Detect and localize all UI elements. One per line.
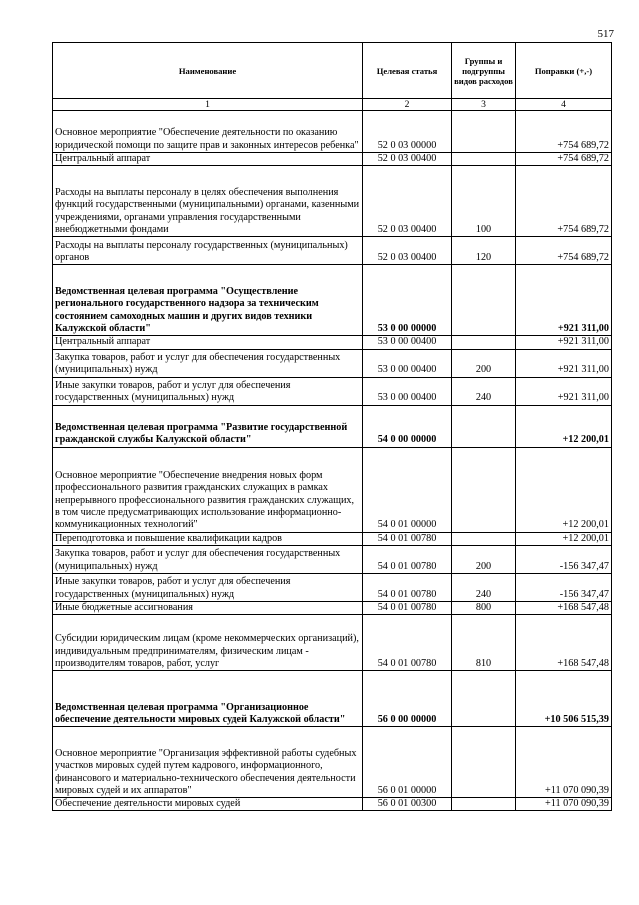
table-row — [53, 532, 612, 545]
row-expense-group: 120 — [452, 237, 516, 265]
row-amount: +921 311,00 — [516, 377, 612, 405]
row-name: Иные закупки товаров, работ и услуг для обеспечения государственных (муниципальных) нужд — [53, 573, 363, 601]
row-name: Иные закупки товаров, работ и услуг для обеспечения государственных (муниципальных) нужд — [53, 377, 363, 405]
header-amendments: Поправки (+,-) — [516, 43, 612, 99]
row-target-code: 52 0 03 00000 — [363, 111, 452, 153]
table-row — [53, 573, 612, 601]
row-name: Основное мероприятие "Организация эффективной работы судебных участков мировых судей путем кадрового, информационного, финансового и материально-технического обеспечения деятельности мировых судей и их аппаратов" — [53, 727, 363, 798]
page-number: 517 — [597, 28, 614, 40]
table-row — [53, 237, 612, 265]
row-target-code: 56 0 01 00000 — [363, 727, 452, 798]
table-row — [53, 166, 612, 237]
row-amount: -156 347,47 — [516, 573, 612, 601]
row-amount: +11 070 090,39 — [516, 727, 612, 798]
header-expense-groups: Группы и подгруппы видов расходов — [452, 43, 516, 99]
row-target-code: 53 0 00 00400 — [363, 377, 452, 405]
row-amount: +754 689,72 — [516, 166, 612, 237]
row-target-code: 54 0 01 00780 — [363, 615, 452, 671]
row-amount: +921 311,00 — [516, 336, 612, 349]
row-expense-group — [452, 111, 516, 153]
row-name: Основное мероприятие "Обеспечение деятельности по оказанию юридической помощи по защите прав и законных интересов ребенка" — [53, 111, 363, 153]
row-name: Основное мероприятие "Обеспечение внедрения новых форм профессионального развития гражданских служащих в рамках непрерывного профессионального развития гражданских служащих, в том числе предусматривающих использование информационно-коммуникационных технологий" — [53, 447, 363, 532]
row-name: Иные бюджетные ассигнования — [53, 601, 363, 614]
row-name: Субсидии юридическим лицам (кроме некоммерческих организаций), индивидуальным предпринимателям, физическим лицам - производителям товаров, работ, услуг — [53, 615, 363, 671]
table-row — [53, 336, 612, 349]
row-expense-group — [452, 727, 516, 798]
row-amount: +12 200,01 — [516, 447, 612, 532]
row-amount: +754 689,72 — [516, 237, 612, 265]
row-amount: +12 200,01 — [516, 532, 612, 545]
row-expense-group — [452, 798, 516, 811]
row-name: Центральный аппарат — [53, 153, 363, 166]
row-target-code: 53 0 00 00400 — [363, 336, 452, 349]
row-amount: +754 689,72 — [516, 111, 612, 153]
row-expense-group — [452, 336, 516, 349]
row-target-code: 54 0 01 00780 — [363, 545, 452, 573]
table-row — [53, 671, 612, 727]
row-expense-group: 240 — [452, 573, 516, 601]
row-expense-group: 200 — [452, 349, 516, 377]
table-row — [53, 545, 612, 573]
row-amount: +11 070 090,39 — [516, 798, 612, 811]
table-row — [53, 265, 612, 336]
column-number: 1 — [53, 99, 363, 111]
column-number: 4 — [516, 99, 612, 111]
column-number: 2 — [363, 99, 452, 111]
row-amount: +754 689,72 — [516, 153, 612, 166]
row-expense-group: 100 — [452, 166, 516, 237]
row-amount: +921 311,00 — [516, 349, 612, 377]
row-target-code: 53 0 00 00000 — [363, 265, 452, 336]
row-target-code: 52 0 03 00400 — [363, 153, 452, 166]
row-expense-group: 240 — [452, 377, 516, 405]
row-target-code: 54 0 01 00780 — [363, 601, 452, 614]
row-name: Закупка товаров, работ и услуг для обеспечения государственных (муниципальных) нужд — [53, 545, 363, 573]
row-target-code: 56 0 00 00000 — [363, 671, 452, 727]
row-expense-group — [452, 447, 516, 532]
column-number-row — [53, 99, 612, 111]
row-expense-group — [452, 671, 516, 727]
table-row — [53, 447, 612, 532]
row-amount: +12 200,01 — [516, 405, 612, 447]
table-row — [53, 798, 612, 811]
table-row — [53, 601, 612, 614]
table-row — [53, 377, 612, 405]
row-amount: -156 347,47 — [516, 545, 612, 573]
budget-table-body — [53, 111, 612, 811]
row-expense-group: 810 — [452, 615, 516, 671]
row-target-code: 52 0 03 00400 — [363, 237, 452, 265]
column-number: 3 — [452, 99, 516, 111]
row-amount: +921 311,00 — [516, 265, 612, 336]
row-name: Ведомственная целевая программа "Организационное обеспечение деятельности мировых судей Калужской области" — [53, 671, 363, 727]
budget-table — [52, 42, 612, 811]
row-amount: +168 547,48 — [516, 615, 612, 671]
row-expense-group: 200 — [452, 545, 516, 573]
table-row — [53, 405, 612, 447]
row-name: Ведомственная целевая программа "Развитие государственной гражданской службы Калужской области" — [53, 405, 363, 447]
row-amount: +168 547,48 — [516, 601, 612, 614]
table-header-row — [53, 43, 612, 99]
table-row — [53, 111, 612, 153]
header-target-article: Целевая статья — [363, 43, 452, 99]
row-name: Переподготовка и повышение квалификации кадров — [53, 532, 363, 545]
row-name: Расходы на выплаты персоналу государственных (муниципальных) органов — [53, 237, 363, 265]
table-row — [53, 615, 612, 671]
table-row — [53, 727, 612, 798]
row-target-code: 54 0 00 00000 — [363, 405, 452, 447]
row-target-code: 53 0 00 00400 — [363, 349, 452, 377]
table-row — [53, 349, 612, 377]
row-target-code: 52 0 03 00400 — [363, 166, 452, 237]
row-name: Центральный аппарат — [53, 336, 363, 349]
row-name: Обеспечение деятельности мировых судей — [53, 798, 363, 811]
row-expense-group — [452, 153, 516, 166]
row-name: Закупка товаров, работ и услуг для обеспечения государственных (муниципальных) нужд — [53, 349, 363, 377]
row-expense-group — [452, 265, 516, 336]
row-target-code: 54 0 01 00780 — [363, 573, 452, 601]
row-name: Расходы на выплаты персоналу в целях обеспечения выполнения функций государственными (муниципальными) органами, казенными учреждениями, органами управления государственными внебюджетными фондами — [53, 166, 363, 237]
row-target-code: 54 0 01 00000 — [363, 447, 452, 532]
row-expense-group — [452, 532, 516, 545]
header-name: Наименование — [53, 43, 363, 99]
table-row — [53, 153, 612, 166]
row-expense-group — [452, 405, 516, 447]
row-target-code: 54 0 01 00780 — [363, 532, 452, 545]
row-target-code: 56 0 01 00300 — [363, 798, 452, 811]
row-expense-group: 800 — [452, 601, 516, 614]
row-amount: +10 506 515,39 — [516, 671, 612, 727]
row-name: Ведомственная целевая программа "Осуществление регионального государственного надзора за техническим состоянием самоходных машин и других видов техники Калужской области" — [53, 265, 363, 336]
